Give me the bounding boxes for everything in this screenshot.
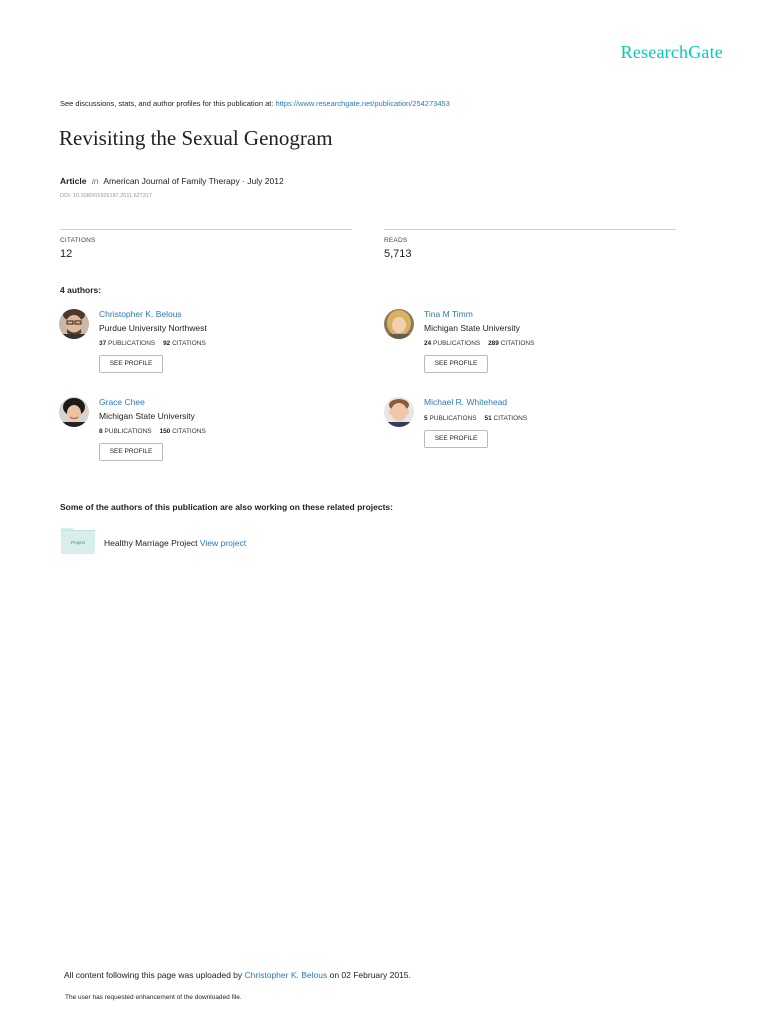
avatar[interactable] [384,309,414,339]
publications-label: PUBLICATIONS [104,428,152,435]
project-folder-icon [61,528,95,554]
author-card [59,397,339,477]
citations-label: CITATIONS [493,415,528,422]
citations-count: 150 [159,428,171,435]
publications-label: PUBLICATIONS [108,340,156,347]
project-text [104,538,246,548]
request-note: The user has requested enhancement of the downloaded file. [65,994,242,1001]
avatar[interactable] [59,397,89,427]
see-profile-button[interactable]: SEE PROFILE [424,355,488,373]
upload-prefix: All content following this page was uploaded by [64,970,243,980]
see-profile-button[interactable]: SEE PROFILE [424,430,488,448]
view-project-link[interactable]: View project [199,538,247,548]
citations-label: CITATIONS [60,237,96,244]
upload-notice [64,970,411,980]
publications-count: 5 [424,415,428,422]
reads-label: READS [384,237,408,244]
see-profile-button[interactable]: SEE PROFILE [99,355,163,373]
publication-url-link[interactable]: https://www.researchgate.net/publication/254273453 [275,99,450,108]
author-card [384,397,664,477]
author-stats [424,415,527,422]
project-icon-label: Project [70,540,85,545]
authors-heading: 4 authors: [60,285,102,295]
avatar[interactable] [384,397,414,427]
publications-label: PUBLICATIONS [433,340,481,347]
author-name-link[interactable]: Michael R. Whitehead [424,397,508,407]
citations-count: 92 [163,340,171,347]
project-name: Healthy Marriage Project [104,538,198,548]
publication-meta [60,176,284,186]
author-stats [99,428,206,435]
publications-count: 24 [424,340,432,347]
discussion-text: See discussions, stats, and author profiles for this publication at: [60,99,274,108]
publications-label: PUBLICATIONS [429,415,477,422]
author-card [59,309,339,389]
reads-stat [384,229,676,260]
publications-count: 37 [99,340,107,347]
avatar[interactable] [59,309,89,339]
publications-count: 8 [99,428,103,435]
author-stats [424,340,534,347]
author-institution: Michigan State University [424,323,520,333]
citations-label: CITATIONS [172,428,206,435]
uploader-link[interactable]: Christopher K. Belous [244,970,328,980]
publication-type: Article [60,176,87,186]
upload-suffix: on 02 February 2015. [329,970,411,980]
publication-title: Revisiting the Sexual Genogram [59,126,333,150]
citations-count: 51 [484,415,492,422]
researchgate-logo[interactable]: ResearchGate [620,42,723,62]
related-projects-heading: Some of the authors of this publication are also working on these related projects: [60,502,393,512]
publication-in: in [91,176,99,186]
citations-count: 289 [488,340,499,347]
author-card [384,309,664,389]
discussion-notice [60,99,450,108]
see-profile-button[interactable]: SEE PROFILE [99,443,163,461]
citations-label: CITATIONS [500,340,535,347]
doi-label: DOI: 10.1080/01926187.2011.627317 [60,193,152,199]
author-institution: Michigan State University [99,411,195,421]
citations-label: CITATIONS [172,340,206,347]
author-stats [99,340,207,347]
journal-date: American Journal of Family Therapy · July 2012 [103,176,284,186]
citations-value: 12 [60,248,73,260]
reads-value: 5,713 [384,248,412,260]
citations-stat [60,229,352,260]
author-institution: Purdue University Northwest [99,323,207,333]
author-name-link[interactable]: Tina M Timm [424,309,473,319]
author-name-link[interactable]: Grace Chee [99,397,145,407]
author-name-link[interactable]: Christopher K. Belous [99,309,182,319]
